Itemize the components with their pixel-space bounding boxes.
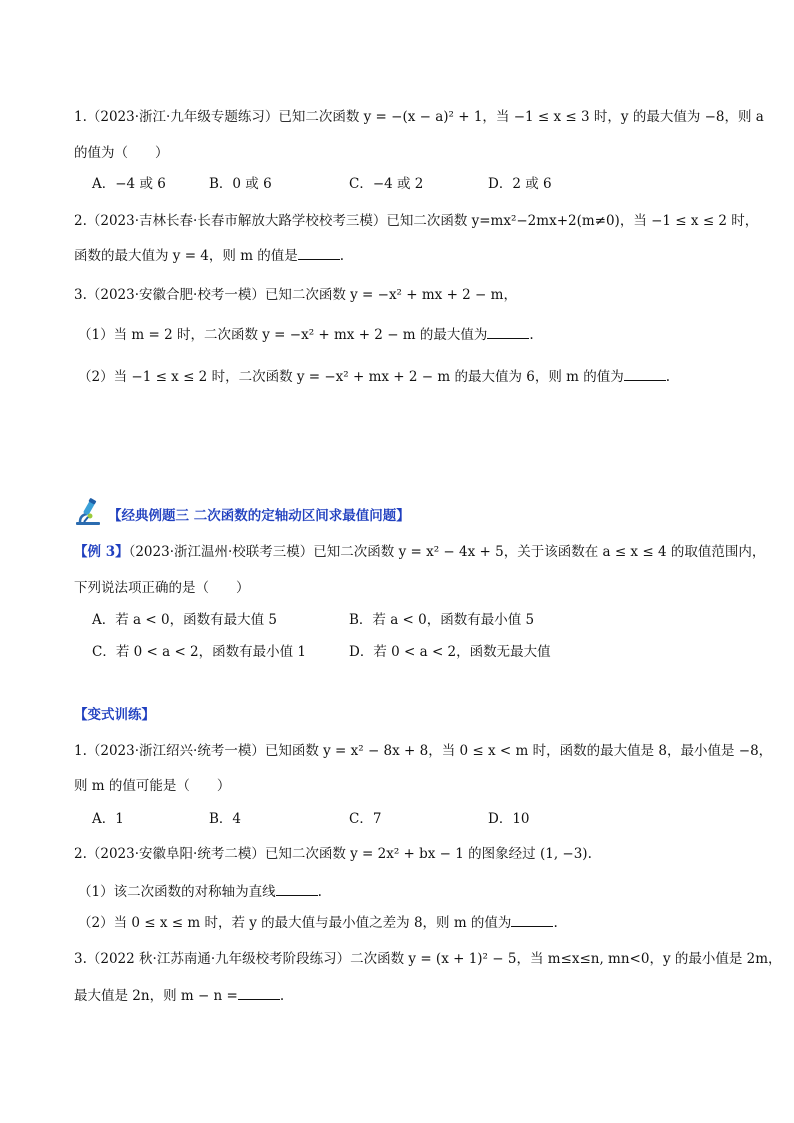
v-q2-part1 [78, 883, 322, 901]
v-q2-part2-text: （2）当 0 ≤ x ≤ m 时，若 y 的最大值与最小值之差为 8，则 m 的值为 [78, 915, 512, 931]
q1-line2: 的值为（ ） [74, 145, 169, 161]
answer-blank [487, 326, 529, 339]
v-q1-option-d: D．10 [488, 811, 530, 827]
v-q1-line2: 则 m 的值可能是（ ） [74, 778, 231, 794]
q1-line1: 1.（2023·浙江·九年级专题练习）已知二次函数 y = −(x − a)² + 1，当 −1 ≤ x ≤ 3 时，y 的最大值为 −8，则 a [74, 109, 764, 125]
example-line2: 下列说法项正确的是（ ） [74, 580, 250, 596]
variant-title: 【变式训练】 [74, 707, 155, 723]
v-q2-line1: 2.（2023·安徽阜阳·统考二模）已知二次函数 y = 2x² + bx − 1 的图象经过 (1, −3). [74, 846, 592, 862]
example-option-b: B．若 a < 0，函数有最小值 5 [349, 612, 535, 628]
q2-line2 [74, 247, 344, 265]
q1-option-b: B．0 或 6 [209, 176, 272, 192]
example-option-c: C．若 0 < a < 2，函数有最小值 1 [92, 644, 307, 660]
v-q2-part1-text: （1）该二次函数的对称轴为直线 [78, 884, 276, 900]
section-title: 【经典例题三 二次函数的定轴动区间求最值问题】 [108, 508, 410, 524]
answer-blank [624, 368, 666, 381]
q3-line1: 3.（2023·安徽合肥·校考一模）已知二次函数 y = −x² + mx + 2 − m， [74, 287, 517, 303]
example-option-d: D．若 0 < a < 2，函数无最大值 [349, 644, 551, 660]
q1-option-c: C．−4 或 2 [349, 176, 424, 192]
q1-option-a: A．−4 或 6 [92, 176, 166, 192]
q3-part1 [78, 326, 534, 344]
answer-blank [276, 883, 318, 896]
answer-blank [298, 247, 340, 260]
microscope-icon [74, 498, 102, 530]
v-q1-line1: 1.（2023·浙江绍兴·统考一模）已知函数 y = x² − 8x + 8，当 0 ≤ x < m 时，函数的最大值是 8，最小值是 −8， [74, 743, 773, 759]
v-q3-line1: 3.（2022 秋·江苏南通·九年级校考阶段练习）二次函数 y = (x + 1)² − 5，当 m≤x≤n, mn<0，y 的最小值是 2m， [74, 951, 782, 967]
example-text: （2023·浙江温州·校联考三模）已知二次函数 y = x² − 4x + 5，关于该函数在 a ≤ x ≤ 4 的取值范围内， [128, 544, 766, 560]
v-q2-part1-end: . [317, 884, 322, 900]
section-header [74, 500, 410, 528]
v-q1-option-a: A．1 [92, 811, 124, 827]
q3-part2-text: （2）当 −1 ≤ x ≤ 2 时，二次函数 y = −x² + mx + 2 − m 的最大值为 6，则 m 的值为 [78, 369, 624, 385]
answer-blank [511, 914, 553, 927]
q2-line1: 2.（2023·吉林长春·长春市解放大路学校校考三模）已知二次函数 y=mx²−2mx+2(m≠0)，当 −1 ≤ x ≤ 2 时， [74, 213, 759, 229]
v-q1-option-c: C．7 [349, 811, 382, 827]
q3-part1-end: . [529, 327, 534, 343]
example-option-a: A．若 a < 0，函数有最大值 5 [92, 612, 277, 628]
answer-blank [238, 987, 280, 1000]
v-q3-line2-end: . [279, 988, 285, 1004]
v-q3-line2-text: 最大值是 2n，则 m − n = [74, 988, 238, 1004]
v-q3-line2 [74, 987, 284, 1005]
v-q1-option-b: B．4 [209, 811, 242, 827]
q2-line2-text: 函数的最大值为 y = 4，则 m 的值是 [74, 248, 298, 264]
example-line1 [74, 543, 765, 561]
example-label: 【例 3】 [74, 544, 129, 560]
q2-line2-end: . [339, 248, 345, 264]
q3-part2-end: . [665, 369, 671, 385]
q1-option-d: D．2 或 6 [488, 176, 552, 192]
v-q2-part2-end: . [553, 915, 558, 931]
q3-part2 [78, 368, 670, 386]
v-q2-part2 [78, 914, 558, 932]
q3-part1-text: （1）当 m = 2 时，二次函数 y = −x² + mx + 2 − m 的最大值为 [78, 327, 488, 343]
